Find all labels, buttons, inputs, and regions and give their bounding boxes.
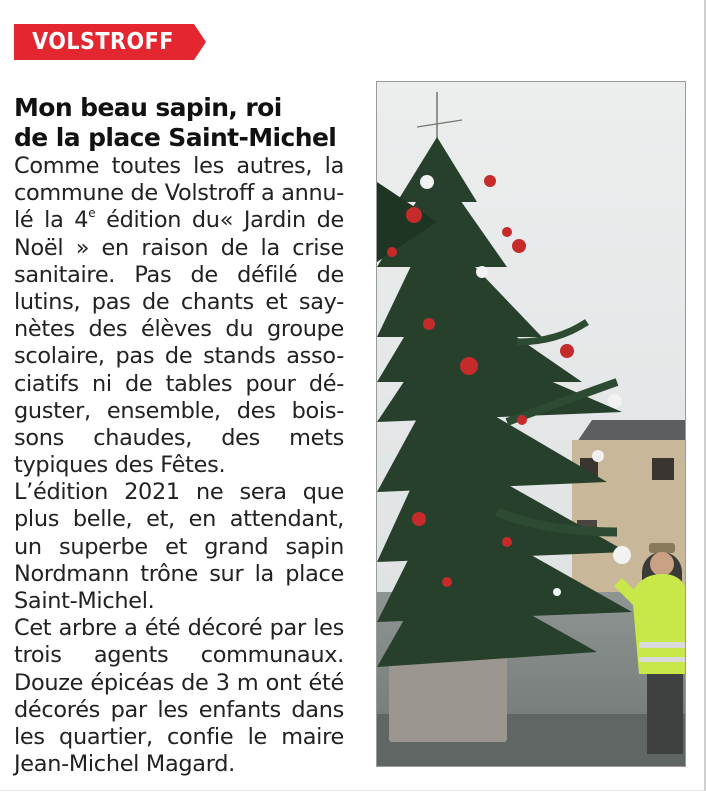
body-text: lutins, pas de chants et say-: [14, 288, 344, 315]
article-body-line: [14, 180, 344, 207]
article-body-line: [14, 371, 344, 398]
article-body-line: [14, 561, 344, 588]
section-tag-label: VOLSTROFF: [32, 29, 174, 55]
article-body-line: [14, 452, 344, 479]
headline-line-2: de la place Saint-Michel: [14, 123, 337, 152]
body-text: typiques des Fêtes.: [14, 452, 226, 479]
article-body-line: [14, 289, 344, 316]
body-text: Saint-Michel.: [14, 588, 155, 614]
article-body-line: [14, 316, 344, 343]
christmas-tree-photo: [377, 82, 686, 767]
body-text: guster, ensemble, des bois-: [14, 397, 344, 424]
body-text: ciatifs ni de tables pour dé-: [14, 370, 344, 397]
body-text: nètes des élèves du groupe: [14, 316, 344, 343]
article-body-line: [14, 343, 344, 370]
body-text: L’édition 2021 ne sera que: [14, 479, 344, 506]
body-text: édition du« Jardin de: [95, 207, 344, 234]
body-text: Nordmann trône sur la place: [14, 560, 344, 587]
article-body-line: [14, 615, 344, 642]
body-text: Noël » en raison de la crise: [14, 234, 344, 261]
body-text: Cet arbre a été décoré par les: [14, 615, 344, 642]
body-text: sanitaire. Pas de défilé de: [14, 261, 344, 288]
article-photo: [376, 81, 686, 767]
body-text: commune de Volstroff a annu-: [14, 180, 345, 207]
article-headline: [14, 93, 364, 153]
article-body-line: [14, 697, 344, 724]
section-tag: [14, 24, 206, 60]
body-text: sons chaudes, des mets: [14, 424, 344, 451]
article-body-line: [14, 588, 344, 615]
article-body-line: [14, 207, 344, 234]
body-text: un superbe et grand sapin: [14, 533, 344, 560]
body-text: Comme toutes les autres, la: [14, 153, 344, 179]
body-text: les quartier, confie le maire: [14, 723, 344, 750]
body-text: décorés par les enfants dans: [14, 696, 344, 723]
body-text: trois agents communaux.: [14, 642, 344, 669]
article-body-line: [14, 398, 344, 425]
article-body-line: [14, 425, 344, 452]
article-body-line: [14, 724, 344, 751]
body-text: Douze épicéas de 3 m ont été: [14, 669, 344, 696]
article-body-line: [14, 479, 344, 506]
article-body-line: [14, 642, 344, 669]
article-body-line: [14, 153, 344, 180]
article-body-line: [14, 506, 344, 533]
body-text: Jean-Michel Magard.: [14, 751, 235, 778]
article-body-line: [14, 751, 344, 778]
headline-line-1: Mon beau sapin, roi: [14, 93, 282, 122]
article-body: [14, 153, 344, 778]
article-body-line: [14, 235, 344, 262]
article-body-line: [14, 670, 344, 697]
body-text: scolaire, pas de stands asso-: [14, 343, 344, 370]
body-text: lé la 4: [14, 207, 89, 234]
article-body-line: [14, 262, 344, 289]
body-text: plus belle, et, en attendant,: [14, 506, 344, 533]
article-body-line: [14, 534, 344, 561]
superscript: e: [88, 205, 96, 220]
